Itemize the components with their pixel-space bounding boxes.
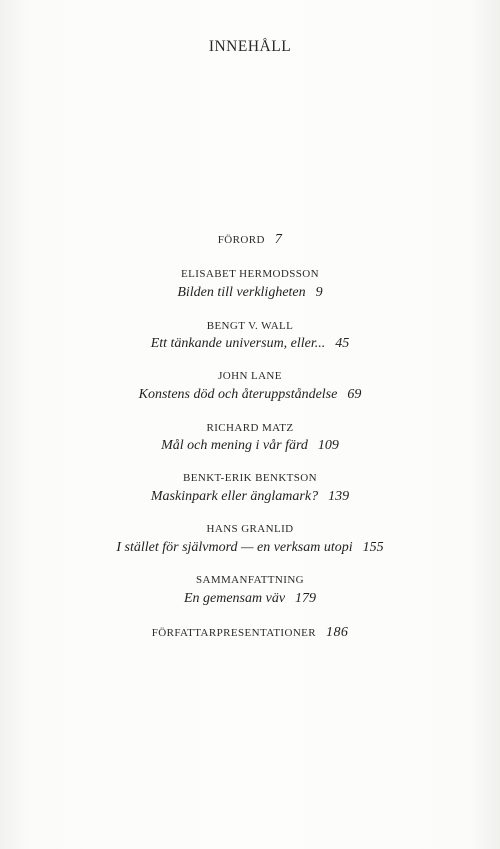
toc-entry-page: 9	[315, 285, 323, 300]
toc-entry-title-text: En gemensam väv	[183, 591, 286, 606]
toc-foreword-label: FÖRORD	[217, 234, 265, 246]
toc-entry-title	[0, 540, 500, 556]
toc-foreword	[0, 232, 500, 248]
toc-entry-author: JOHN LANE	[218, 370, 282, 382]
toc-entry-title-text: Bilden till verkligheten	[177, 285, 306, 300]
toc-entry-title-text: I stället för självmord — en verksam utopi	[116, 540, 353, 555]
toc-entry-title-text: Konstens död och återuppståndelse	[138, 387, 338, 402]
toc-entry-author: ELISABET HERMODSSON	[181, 268, 319, 280]
toc-entry-title-text: Ett tänkande universum, eller...	[150, 336, 326, 351]
toc-entry-page: 179	[295, 591, 317, 606]
toc-entry-title	[0, 591, 500, 607]
toc-entry-author: SAMMANFATTNING	[195, 574, 305, 586]
toc-entry-title-text: Mål och mening i vår färd	[161, 438, 308, 453]
page-heading: INNEHÅLL	[208, 38, 292, 55]
toc-entry-page: 139	[328, 489, 350, 504]
toc-authors-presentation-page: 186	[326, 625, 349, 640]
toc-entry-author: BENKT-ERIK BENKTSON	[183, 472, 317, 484]
toc-entry-author: HANS GRANLID	[206, 523, 294, 535]
toc-entry-page: 155	[362, 540, 384, 555]
toc-authors-presentation-label: FÖRFATTARPRESENTATIONER	[151, 627, 317, 639]
toc-entry-author: BENGT V. WALL	[206, 320, 294, 332]
toc-entry-title	[0, 438, 500, 454]
toc-entry-title-text: Maskinpark eller änglamark?	[150, 489, 319, 504]
toc-foreword-page: 7	[274, 232, 283, 247]
toc-entry-title	[0, 336, 500, 352]
toc-entry-page: 69	[347, 387, 362, 402]
toc-entry-page: 109	[317, 438, 339, 453]
toc-authors-presentation	[0, 625, 500, 641]
toc-entry-author: RICHARD MATZ	[206, 422, 294, 434]
toc-entry-title	[0, 489, 500, 505]
toc-entry-title	[0, 285, 500, 301]
toc-entry-title	[0, 387, 500, 403]
toc-entry-page: 45	[335, 336, 350, 351]
